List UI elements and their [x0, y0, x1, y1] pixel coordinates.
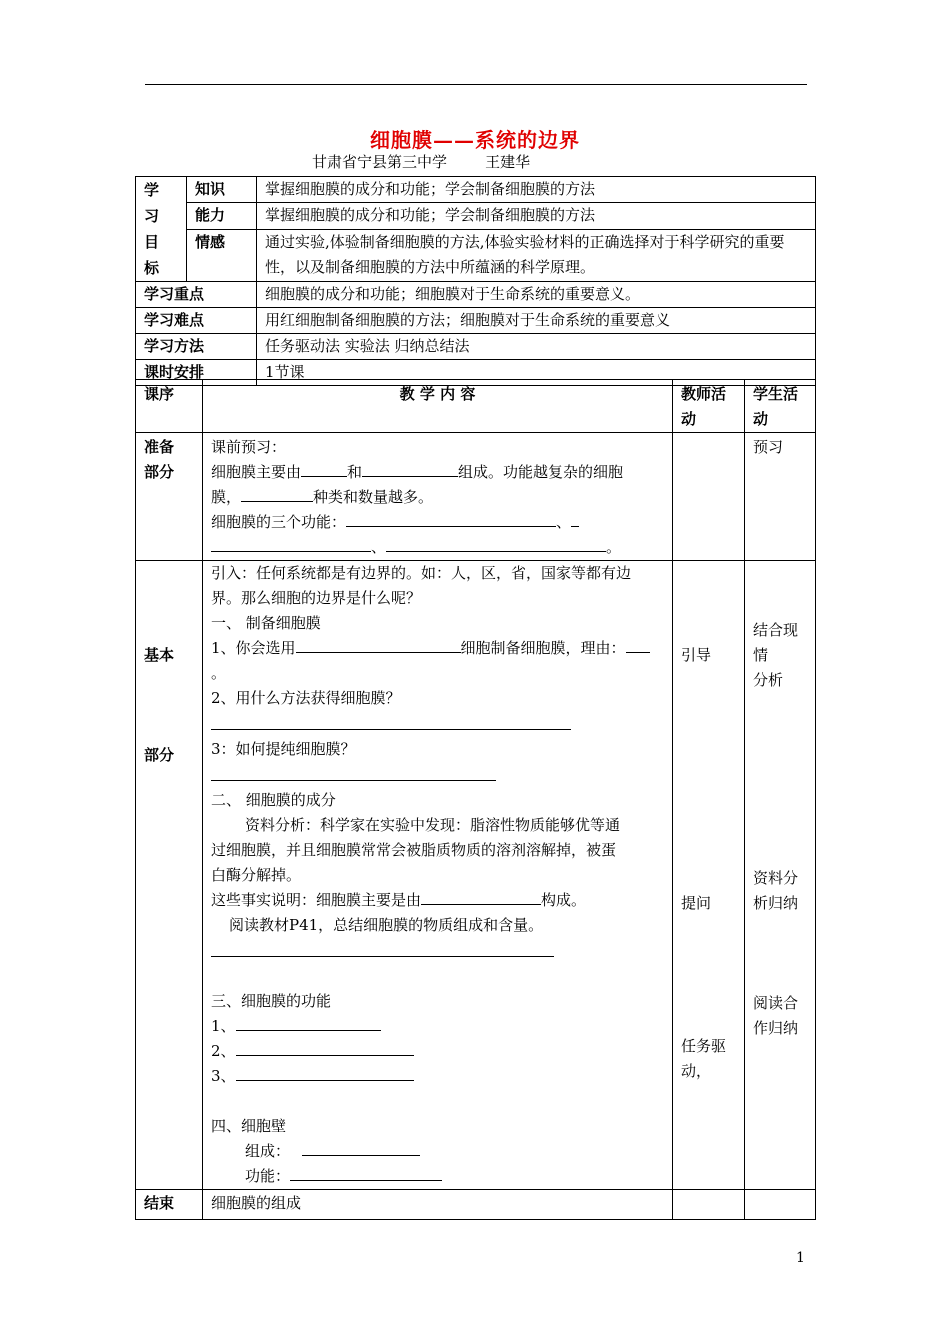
info-label: 学习难点 [136, 308, 257, 334]
prep-student: 预习 [745, 433, 816, 561]
info-text: 1节课 [257, 360, 816, 386]
lesson-table [135, 379, 816, 1220]
document-title: 细胞膜——系统的边界 [370, 128, 580, 152]
objective-label: 情感 [187, 229, 257, 282]
info-label: 课时安排 [136, 360, 257, 386]
header-rule [145, 84, 807, 85]
objective-label: 能力 [187, 203, 257, 229]
prep-teacher [673, 433, 745, 561]
objective-text: 通过实验,体验制备细胞膜的方法,体验实验材料的正确选择对于科学研究的重要性，以及制备细胞膜的方法中所蕴涵的科学原理。 [257, 229, 816, 282]
end-content: 细胞膜的组成 [203, 1190, 673, 1220]
header-teacher: 教师活动 [673, 380, 745, 433]
basic-teacher: 引导 提问 任务驱 动， [673, 561, 745, 1190]
prep-content: 课前预习： 细胞膜主要由 和 组成。功能越复杂的细胞 膜， 种类和数量越多。 细胞膜的三个功能： 、 、 。 [203, 433, 673, 561]
info-label: 学习重点 [136, 282, 257, 308]
end-student [745, 1190, 816, 1220]
info-text: 任务驱动法 实验法 归纳总结法 [257, 334, 816, 360]
end-teacher [673, 1190, 745, 1220]
page-number: 1 [796, 1250, 805, 1266]
basic-label: 基本 部分 [136, 561, 203, 1190]
prep-label: 准备 部分 [136, 433, 203, 561]
basic-content: 引入：任何系统都是有边界的。如：人，区，省，国家等都有边 界。那么细胞的边界是什么呢？ 一、 制备细胞膜 1、你会选用 细胞制备细胞膜，理由： 。 2、用什么方法获得细胞膜？ 3：如何提纯细胞膜？ 二、 细胞膜的成分 资料分析：科学家在实验中发现：脂溶性物质能够优等通 过细胞膜，并且细胞膜常常会被脂质物质的溶剂溶解掉，被蛋 白酶分解掉。 这些事实说明：细胞膜主要是由 构成。 阅读教材P41，总结细胞膜的物质组成和含量。 三、细胞膜的功能 1、 2、 3、 四、细胞壁 组成： 功能： [203, 561, 673, 1190]
objective-label: 知识 [187, 177, 257, 203]
objectives-group-label: 学 习 目 标 [136, 177, 187, 282]
info-text: 用红细胞制备细胞膜的方法；细胞膜对于生命系统的重要意义 [257, 308, 816, 334]
header-order: 课序 [136, 380, 203, 433]
end-label: 结束 [136, 1190, 203, 1220]
objectives-table [135, 176, 816, 386]
basic-student: 结合现 情 分析 资料分 析归纳 阅读合 作归纳 [745, 561, 816, 1190]
header-content: 教 学 内 容 [203, 380, 673, 433]
objective-text: 掌握细胞膜的成分和功能；学会制备细胞膜的方法 [257, 203, 816, 229]
info-text: 细胞膜的成分和功能；细胞膜对于生命系统的重要意义。 [257, 282, 816, 308]
header-student: 学生活动 [745, 380, 816, 433]
author-line: 甘肃省宁县第三中学 王建华 [312, 153, 531, 171]
objective-text: 掌握细胞膜的成分和功能；学会制备细胞膜的方法 [257, 177, 816, 203]
info-label: 学习方法 [136, 334, 257, 360]
